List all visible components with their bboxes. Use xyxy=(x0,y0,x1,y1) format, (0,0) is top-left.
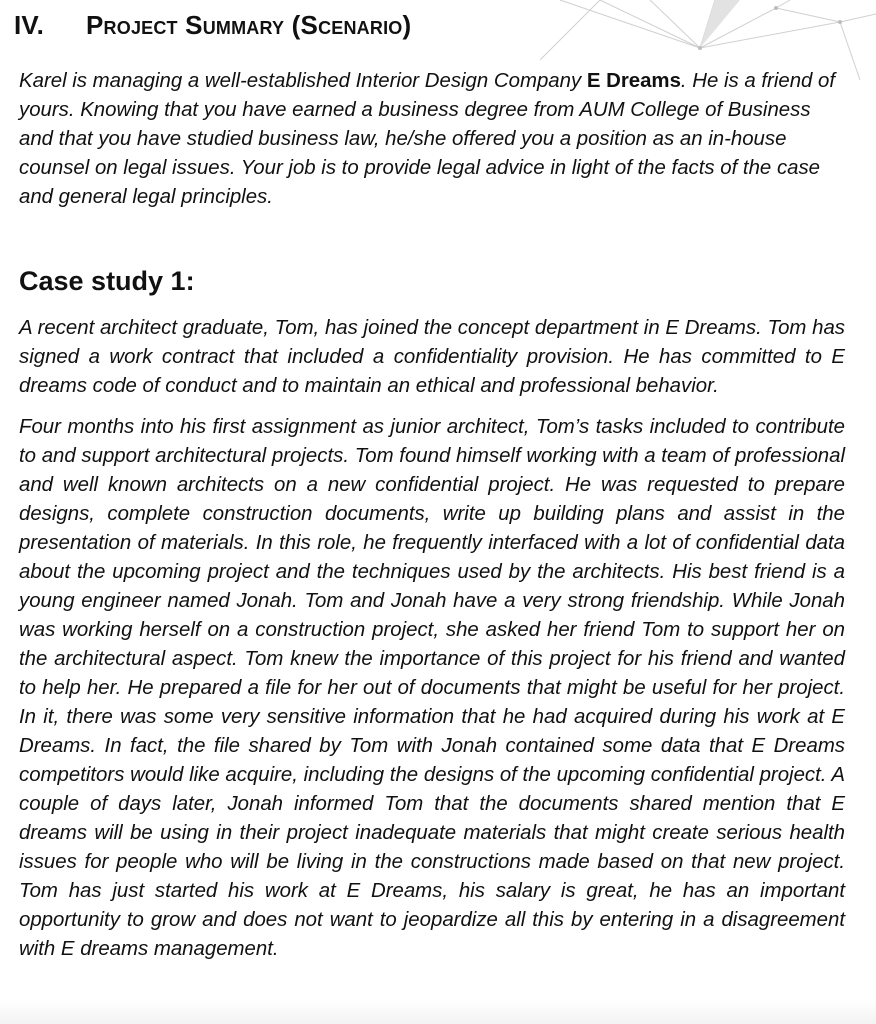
case-paragraph-1: A recent architect graduate, Tom, has joined the concept department in E Dreams. Tom has signed a work contract that included a confidentiality provision. He has committed to E dreams code of conduct and to maintain an ethical and professional behavior. xyxy=(19,317,845,397)
section-title: Project Summary (Scenario) xyxy=(86,10,412,40)
document-page xyxy=(14,0,845,964)
intro-text-start: Karel is managing a well-established Interior Design Company xyxy=(19,70,587,92)
case-paragraph-2: Four months into his first assignment as junior architect, Tom’s tasks included to contribute to and support architectural projects. Tom found himself working with a team of professional and well known architects on a new confidential project. He was requested to prepare designs, complete construction documents, write up building plans and assist in the presentation of materials. In this role, he frequently interfaced with a lot of confidential data about the upcoming project and the techniques used by the architects. His best friend is a young engineer named Jonah. Tom and Jonah have a very strong friendship. While Jonah was working herself on a construction project, she asked her friend Tom to support her on the architectural aspect. Tom knew the importance of this project for his friend and wanted to help her. He prepared a file for her out of documents that might be useful for her project. In it, there was some very sensitive information that he had acquired during his work at E Dreams. In fact, the file shared by Tom with Jonah contained some data that E Dreams competitors would like acquire, including the designs of the upcoming confidential project. A couple of days later, Jonah informed Tom that the documents shared mention that E dreams will be using in their project inadequate materials that might create serious health issues for people who will be living in the constructions made based on that new project. Tom has just started his work at E Dreams, his salary is great, he has an important opportunity to grow and does not want to jeopardize all this by entering in a disagreement with E dreams management. xyxy=(19,416,845,960)
case-study-heading: Case study 1: xyxy=(19,266,195,296)
page-bottom-shadow xyxy=(0,1000,876,1024)
section-heading xyxy=(14,10,845,41)
company-name: E Dreams xyxy=(586,70,681,92)
intro-text-end: . He is a friend of yours. Knowing that you have earned a business degree from AUM College of Business and that you have studied business law, he/she offered you a position as an in-house counsel on legal issues. Your job is to provide legal advice in light of the facts of the case and general legal principles. xyxy=(19,70,836,208)
intro-paragraph xyxy=(19,67,845,212)
section-number: IV. xyxy=(14,10,45,40)
